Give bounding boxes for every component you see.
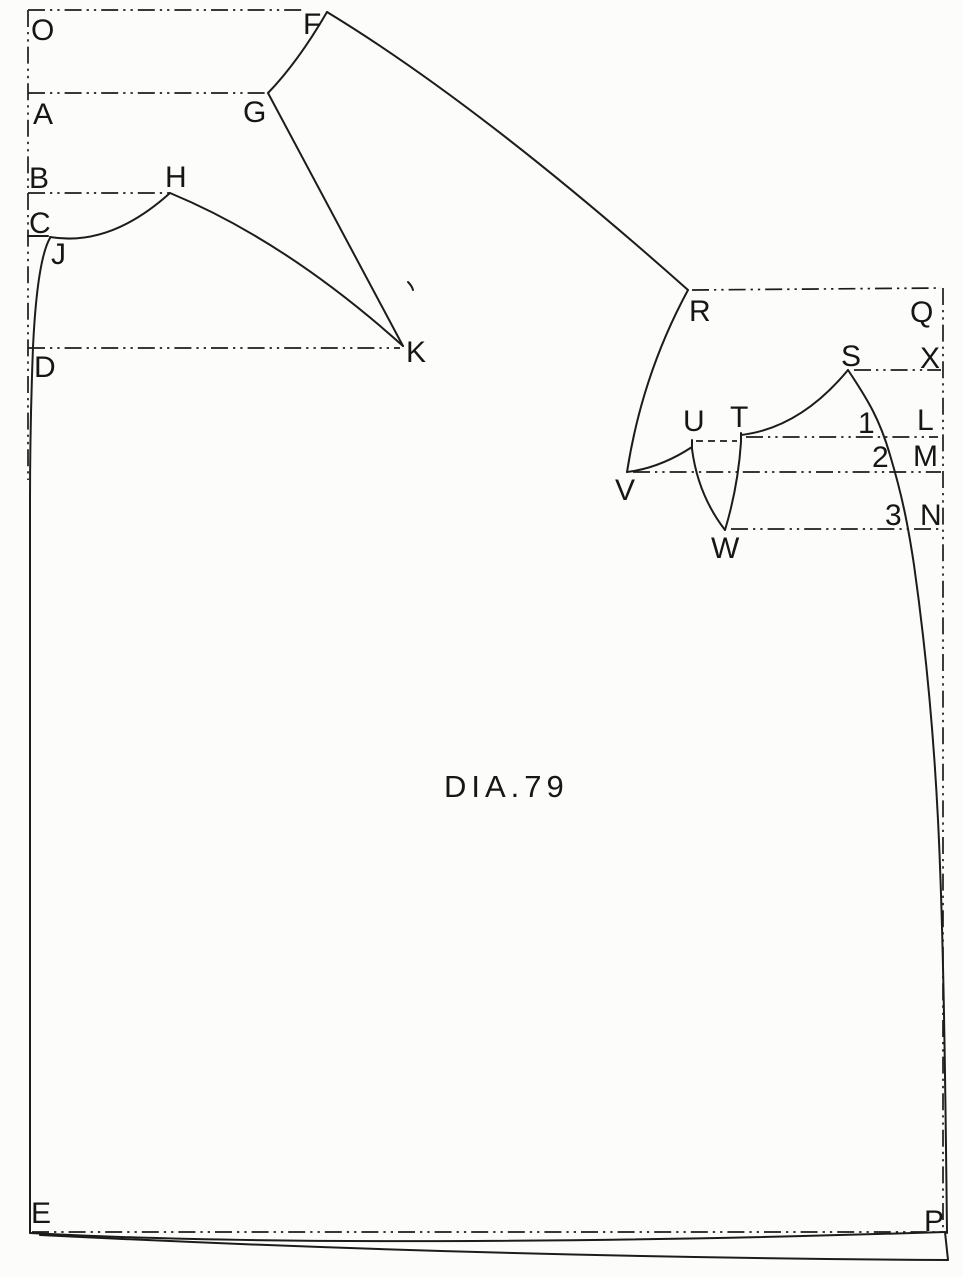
point-label-V: V bbox=[615, 474, 636, 507]
dart-curve-T-W bbox=[725, 433, 741, 530]
point-label-2: 2 bbox=[872, 441, 889, 474]
seam-line-G-K bbox=[268, 93, 403, 346]
seam-curve-T-S bbox=[741, 370, 848, 435]
diagram-title: DIA.79 bbox=[444, 769, 569, 804]
dart-curve-U-W bbox=[692, 440, 725, 530]
point-label-S: S bbox=[841, 340, 862, 373]
stray-mark bbox=[408, 282, 413, 290]
point-label-E: E bbox=[31, 1197, 52, 1230]
point-label-3: 3 bbox=[885, 499, 902, 532]
front-edge-J-E bbox=[30, 238, 50, 1233]
point-label-L: L bbox=[917, 404, 934, 437]
hem-curve-upper-E-P bbox=[30, 1232, 945, 1241]
point-label-N: N bbox=[920, 499, 942, 532]
point-labels bbox=[29, 8, 944, 1238]
point-label-P: P bbox=[924, 1205, 945, 1238]
scye-curve-J-H bbox=[50, 193, 170, 239]
point-label-W: W bbox=[711, 532, 740, 565]
point-label-G: G bbox=[243, 96, 267, 129]
shoulder-curve-F-R bbox=[327, 12, 688, 290]
point-label-D: D bbox=[34, 351, 56, 384]
point-label-K: K bbox=[406, 336, 427, 369]
point-label-U: U bbox=[683, 405, 705, 438]
point-label-R: R bbox=[689, 295, 711, 328]
point-label-B: B bbox=[29, 162, 50, 195]
seam-line-V-U bbox=[627, 447, 692, 472]
point-label-T: T bbox=[730, 401, 749, 434]
point-label-M: M bbox=[913, 440, 938, 473]
point-label-X: X bbox=[920, 342, 941, 375]
point-label-O: O bbox=[31, 14, 55, 47]
point-label-J: J bbox=[51, 238, 66, 271]
point-label-1: 1 bbox=[858, 407, 875, 440]
point-label-C: C bbox=[29, 207, 51, 240]
hem-corner-connector bbox=[945, 1232, 948, 1260]
point-label-H: H bbox=[165, 161, 187, 194]
pattern-outlines bbox=[28, 12, 948, 1260]
point-label-Q: Q bbox=[910, 296, 934, 329]
seam-curve-H-K bbox=[170, 193, 403, 346]
armhole-curve-R-V bbox=[627, 290, 688, 472]
point-label-A: A bbox=[33, 98, 54, 131]
point-label-F: F bbox=[303, 8, 322, 41]
guide-line-R-Q bbox=[692, 288, 941, 290]
